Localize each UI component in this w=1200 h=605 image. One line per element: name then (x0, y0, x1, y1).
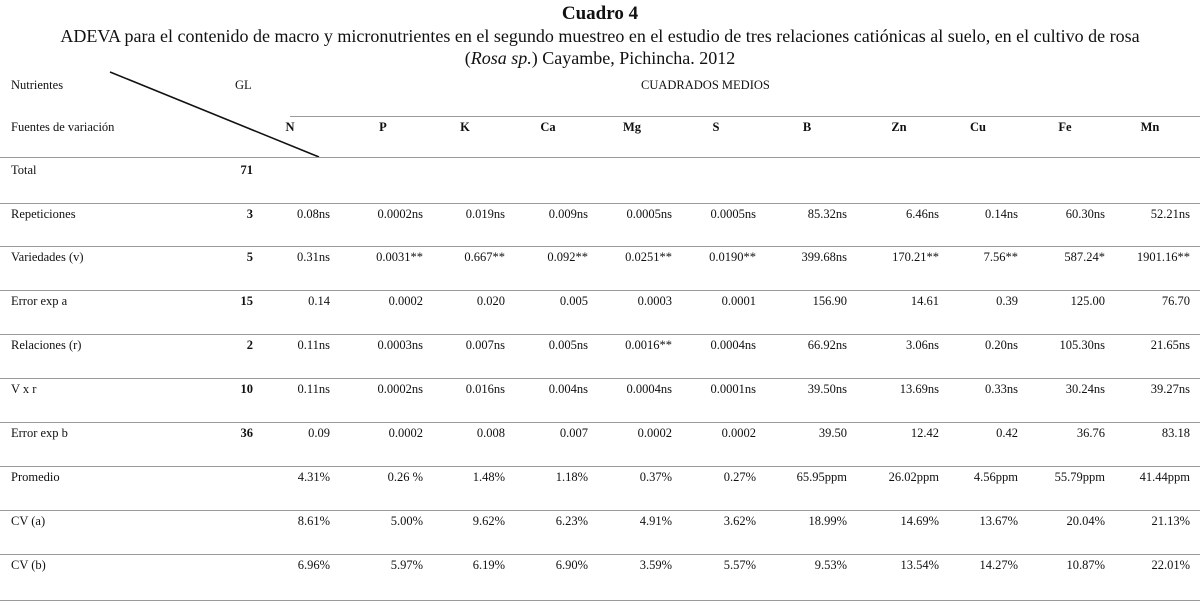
table-cell: 0.0031** (376, 250, 423, 264)
table-cell: 0.14ns (985, 207, 1018, 221)
row-rule (0, 378, 1200, 379)
table-cell: 0.667** (464, 250, 505, 264)
table-cell: 0.0005ns (710, 207, 756, 221)
table-cell: 105.30ns (1059, 338, 1105, 352)
table-cell: 5.00% (390, 514, 423, 528)
table-cell: 0.016ns (465, 382, 505, 396)
table-cell: 55.79ppm (1054, 470, 1105, 484)
row-label: Total (11, 163, 37, 177)
table-cell: 0.019ns (465, 207, 505, 221)
table-cell: 0.0016** (625, 338, 672, 352)
column-header-zn: Zn (891, 120, 907, 134)
row-gl: 10 (240, 382, 253, 396)
caption-number: Cuadro 4 (561, 3, 639, 24)
row-rule (0, 157, 1200, 158)
table-cell: 21.65ns (1150, 338, 1190, 352)
table-cell: 0.09 (308, 426, 330, 440)
table-cell: 0.11ns (297, 338, 330, 352)
table-cell: 6.96% (297, 558, 330, 572)
header-cuadrados-medios: CUADRADOS MEDIOS (641, 78, 770, 92)
row-label: Error exp a (11, 294, 68, 308)
row-rule (0, 600, 1200, 601)
table-cell: 76.70 (1161, 294, 1190, 308)
table-cell: 0.008 (476, 426, 505, 440)
row-label: Relaciones (r) (11, 338, 82, 352)
table-cell: 13.67% (979, 514, 1018, 528)
table-cell: 0.0190** (709, 250, 756, 264)
table-cell: 0.11ns (297, 382, 330, 396)
row-rule (0, 510, 1200, 511)
row-label: CV (a) (11, 514, 46, 528)
row-rule (0, 334, 1200, 335)
row-rule (0, 246, 1200, 247)
table-cell: 0.0004ns (710, 338, 756, 352)
table-cell: 8.61% (297, 514, 330, 528)
row-label: Promedio (11, 470, 60, 484)
table-cell: 0.14 (308, 294, 330, 308)
table-cell: 6.90% (555, 558, 588, 572)
table-cell: 0.20ns (985, 338, 1018, 352)
table-cell: 0.0003 (637, 294, 672, 308)
table-cell: 13.69ns (899, 382, 939, 396)
row-rule (0, 466, 1200, 467)
column-header-p: P (379, 120, 387, 134)
caption-title-italic: Rosa sp. (470, 48, 532, 68)
table-cell: 0.092** (547, 250, 588, 264)
header-sub-rule (290, 116, 1200, 117)
header-nutrientes: Nutrientes (11, 78, 64, 92)
table-cell: 10.87% (1066, 558, 1105, 572)
table-cell: 22.01% (1151, 558, 1190, 572)
header-gl: GL (235, 78, 252, 92)
table-cell: 3.06ns (906, 338, 939, 352)
table-cell: 21.13% (1151, 514, 1190, 528)
table-cell: 1901.16** (1136, 250, 1190, 264)
row-gl: 15 (240, 294, 253, 308)
table-cell: 0.0002 (388, 426, 423, 440)
table-cell: 9.62% (472, 514, 505, 528)
column-header-mg: Mg (622, 120, 642, 134)
column-header-ca: Ca (540, 120, 556, 134)
table-cell: 0.42 (996, 426, 1018, 440)
table-cell: 66.92ns (807, 338, 847, 352)
table-cell: 7.56** (983, 250, 1018, 264)
row-label: CV (b) (11, 558, 46, 572)
table-cell: 0.007ns (465, 338, 505, 352)
row-gl: 3 (246, 207, 253, 221)
row-label: Repeticiones (11, 207, 76, 221)
table-cell: 6.46ns (906, 207, 939, 221)
table-cell: 65.95ppm (796, 470, 847, 484)
table-cell: 0.39 (996, 294, 1018, 308)
column-header-b: B (802, 120, 812, 134)
table-cell: 0.31ns (297, 250, 330, 264)
table-cell: 12.42 (910, 426, 939, 440)
table-cell: 39.27ns (1150, 382, 1190, 396)
table-cell: 3.59% (639, 558, 672, 572)
table-cell: 0.0251** (625, 250, 672, 264)
caption-title: ADEVA para el contenido de macro y micronutrientes en el segundo muestreo en el estudio de tres relaciones catiónicas al suelo, en el cultivo de rosa (Rosa sp.) Cayambe, Pichincha. 2012 (60, 26, 1140, 68)
column-header-cu: Cu (970, 120, 986, 134)
row-gl: 36 (240, 426, 253, 440)
table-cell: 18.99% (808, 514, 847, 528)
table-cell: 0.0002 (388, 294, 423, 308)
table-cell: 0.33ns (985, 382, 1018, 396)
table-cell: 6.19% (472, 558, 505, 572)
table-cell: 20.04% (1066, 514, 1105, 528)
table-cell: 5.57% (723, 558, 756, 572)
table-cell: 399.68ns (801, 250, 847, 264)
table-cell: 14.69% (900, 514, 939, 528)
header-fuentes: Fuentes de variación (11, 120, 115, 134)
row-rule (0, 203, 1200, 204)
table-cell: 41.44ppm (1139, 470, 1190, 484)
table-cell: 0.0004ns (626, 382, 672, 396)
row-label: Error exp b (11, 426, 68, 440)
column-header-s: S (712, 120, 720, 134)
table-cell: 5.97% (390, 558, 423, 572)
table-cell: 0.007 (559, 426, 588, 440)
table-cell: 4.56ppm (973, 470, 1018, 484)
row-rule (0, 290, 1200, 291)
table-cell: 0.26 % (387, 470, 423, 484)
table-cell: 0.0002ns (377, 382, 423, 396)
table-cell: 0.0003ns (377, 338, 423, 352)
table-cell: 0.37% (639, 470, 672, 484)
row-gl: 5 (246, 250, 253, 264)
table-cell: 39.50 (818, 426, 847, 440)
table-cell: 3.62% (723, 514, 756, 528)
table-cell: 85.32ns (807, 207, 847, 221)
table-cell: 1.48% (472, 470, 505, 484)
table-cell: 9.53% (814, 558, 847, 572)
row-label: V x r (11, 382, 37, 396)
table-cell: 170.21** (892, 250, 939, 264)
table-cell: 30.24ns (1065, 382, 1105, 396)
row-rule (0, 422, 1200, 423)
row-gl: 2 (246, 338, 253, 352)
table-cell: 156.90 (812, 294, 847, 308)
table-cell: 14.61 (910, 294, 939, 308)
table-cell: 0.005ns (548, 338, 588, 352)
table-cell: 0.0005ns (626, 207, 672, 221)
table-cell: 587.24* (1064, 250, 1105, 264)
row-label: Variedades (v) (11, 250, 84, 264)
column-header-mn: Mn (1140, 120, 1160, 134)
table-cell: 6.23% (555, 514, 588, 528)
table-cell: 4.31% (297, 470, 330, 484)
table-cell: 39.50ns (807, 382, 847, 396)
row-gl: 71 (240, 163, 253, 177)
table-cell: 4.91% (639, 514, 672, 528)
table-cell: 0.005 (559, 294, 588, 308)
table-cell: 125.00 (1070, 294, 1105, 308)
table-cell: 0.0001ns (710, 382, 756, 396)
table-cell: 0.0002ns (377, 207, 423, 221)
table-cell: 52.21ns (1150, 207, 1190, 221)
caption-title-main: ADEVA para el contenido de macro y micronutrientes en el segundo muestreo en el estudio de tres relaciones catiónicas al suelo, en el cultivo de rosa (60, 26, 1140, 46)
table-cell: 60.30ns (1065, 207, 1105, 221)
table-cell: 0.009ns (548, 207, 588, 221)
table-cell: 1.18% (555, 470, 588, 484)
column-header-n: N (285, 120, 295, 134)
table-cell: 0.0001 (721, 294, 756, 308)
table-cell: 83.18 (1161, 426, 1190, 440)
table-cell: 0.27% (723, 470, 756, 484)
table-cell: 0.020 (476, 294, 505, 308)
table-cell: 0.08ns (297, 207, 330, 221)
column-header-k: K (460, 120, 470, 134)
row-rule (0, 554, 1200, 555)
column-header-fe: Fe (1058, 120, 1072, 134)
table-cell: 0.0002 (721, 426, 756, 440)
table-cell: 0.004ns (548, 382, 588, 396)
table-cell: 26.02ppm (888, 470, 939, 484)
caption-title-end: Cayambe, Pichincha. 2012 (542, 48, 736, 68)
table-cell: 36.76 (1076, 426, 1105, 440)
table-cell: 0.0002 (637, 426, 672, 440)
table-cell: 14.27% (979, 558, 1018, 572)
table-cell: 13.54% (900, 558, 939, 572)
